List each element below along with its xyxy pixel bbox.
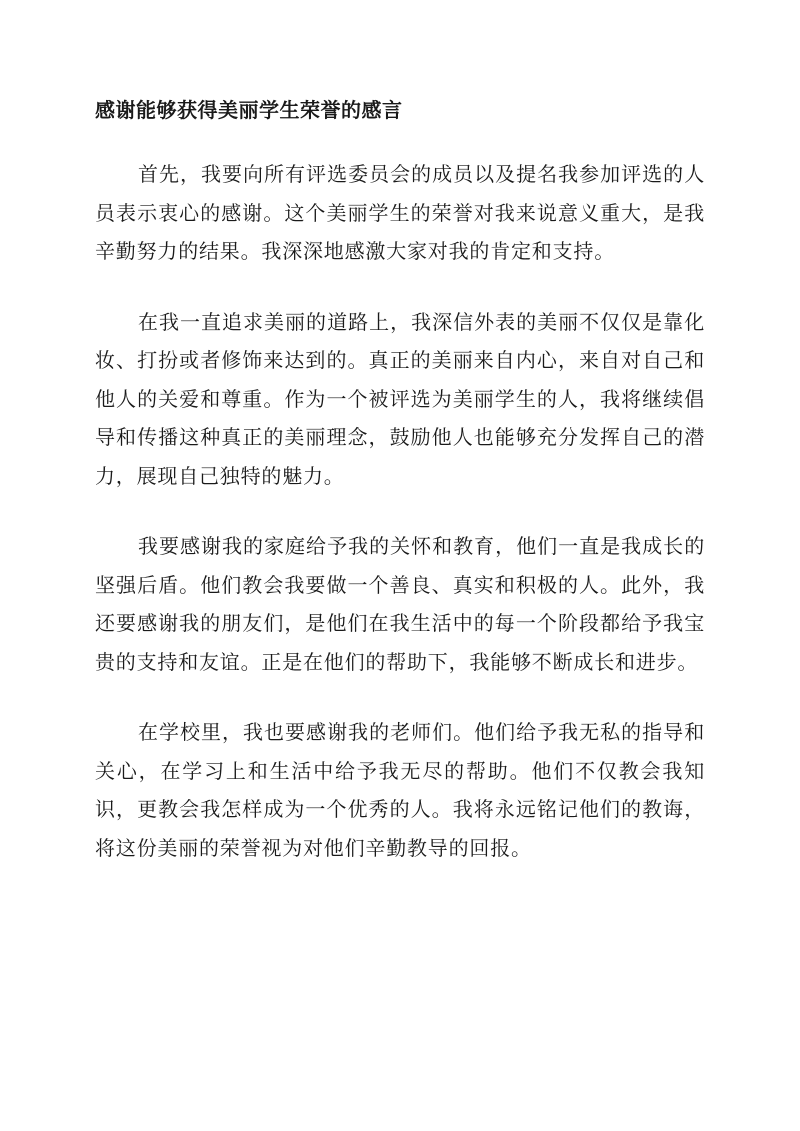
paragraph-family-friends: 我要感谢我的家庭给予我的关怀和教育，他们一直是我成长的坚强后盾。他们教会我要做一个善良、真实和积极的人。此外，我还要感谢我的朋友们，是他们在我生活中的每一个阶段都给予我宝贵的支持和友谊。正是在他们的帮助下，我能够不断成长和进步。 [95, 534, 705, 674]
document-title: 感谢能够获得美丽学生荣誉的感言 [95, 98, 403, 122]
paragraph-teachers: 在学校里，我也要感谢我的老师们。他们给予我无私的指导和关心，在学习上和生活中给予我无尽的帮助。他们不仅教会我知识，更教会我怎样成为一个优秀的人。我将永远铭记他们的教诲，将这份美丽的荣誉视为对他们辛勤教导的回报。 [95, 720, 705, 860]
paragraph-thanks-committee: 首先，我要向所有评选委员会的成员以及提名我参加评选的人员表示衷心的感谢。这个美丽学生的荣誉对我来说意义重大，是我辛勤努力的结果。我深深地感激大家对我的肯定和支持。 [95, 162, 705, 263]
paragraph-true-beauty: 在我一直追求美丽的道路上，我深信外表的美丽不仅仅是靠化妆、打扮或者修饰来达到的。真正的美丽来自内心，来自对自己和他人的关爱和尊重。作为一个被评选为美丽学生的人，我将继续倡导和传播这种真正的美丽理念，鼓励他人也能够充分发挥自己的潜力，展现自己独特的魅力。 [95, 309, 705, 488]
document-page [95, 93, 705, 867]
